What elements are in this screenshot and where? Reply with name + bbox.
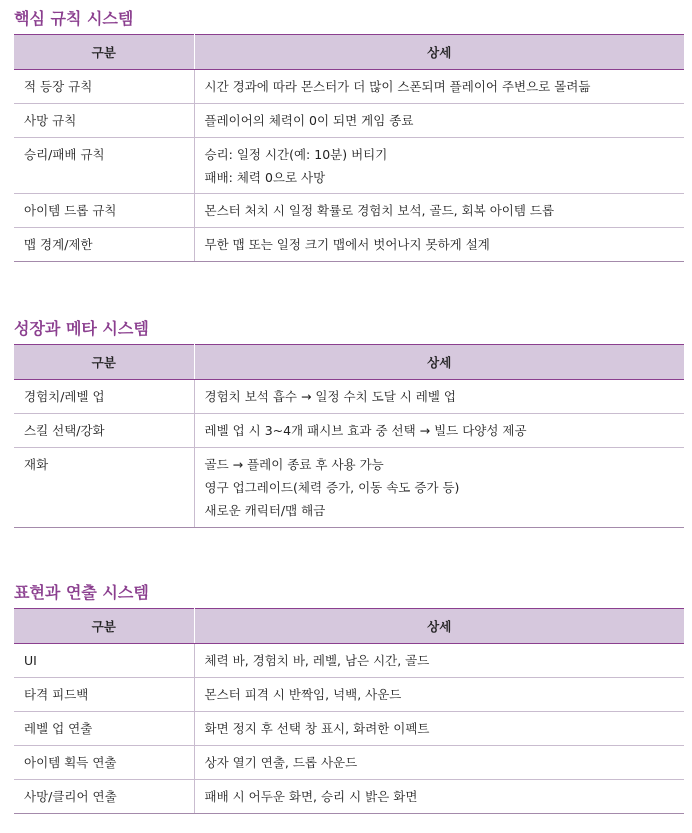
row-category: 경험치/레벨 업 — [14, 380, 194, 414]
growth-meta-table — [14, 344, 684, 528]
row-category: UI — [14, 644, 194, 678]
row-detail — [194, 712, 684, 746]
row-detail — [194, 104, 684, 138]
row-category: 적 등장 규칙 — [14, 70, 194, 104]
detail-line: 플레이어의 체력이 0이 되면 게임 종료 — [204, 113, 414, 128]
row-detail — [194, 780, 684, 814]
table-header-row — [14, 35, 684, 70]
table-row — [14, 780, 684, 814]
row-category: 사망 규칙 — [14, 104, 194, 138]
row-category: 아이템 드롭 규칙 — [14, 194, 194, 228]
table-row — [14, 644, 684, 678]
row-category: 타격 피드백 — [14, 678, 194, 712]
table-row — [14, 414, 684, 448]
row-category: 맵 경계/제한 — [14, 228, 194, 262]
row-detail — [194, 644, 684, 678]
section-title: 표현과 연출 시스템 — [14, 583, 149, 602]
row-detail — [194, 746, 684, 780]
row-detail — [194, 70, 684, 104]
row-detail — [194, 448, 684, 528]
table-row — [14, 228, 684, 262]
detail-line: 상자 열기 연출, 드롭 사운드 — [204, 755, 358, 770]
table-row — [14, 448, 684, 528]
section-title: 핵심 규칙 시스템 — [14, 9, 134, 28]
detail-line: 골드 → 플레이 종료 후 사용 가능 — [204, 457, 384, 472]
header-detail: 상세 — [194, 609, 684, 644]
table-header-row — [14, 609, 684, 644]
section-core-rules — [14, 6, 684, 262]
header-category: 구분 — [14, 35, 194, 70]
row-detail — [194, 380, 684, 414]
row-category: 사망/클리어 연출 — [14, 780, 194, 814]
row-category: 스킬 선택/강화 — [14, 414, 194, 448]
row-detail — [194, 414, 684, 448]
table-row — [14, 70, 684, 104]
detail-line: 새로운 캐릭터/맵 해금 — [204, 503, 326, 518]
table-row — [14, 380, 684, 414]
table-row — [14, 712, 684, 746]
detail-line: 영구 업그레이드(체력 증가, 이동 속도 증가 등) — [204, 480, 460, 495]
table-row — [14, 194, 684, 228]
table-row — [14, 678, 684, 712]
table-header-row — [14, 345, 684, 380]
core-rules-table — [14, 34, 684, 262]
header-category: 구분 — [14, 345, 194, 380]
detail-line: 시간 경과에 따라 몬스터가 더 많이 스폰되며 플레이어 주변으로 몰려듦 — [204, 79, 591, 94]
row-category: 승리/패배 규칙 — [14, 138, 194, 194]
row-category: 레벨 업 연출 — [14, 712, 194, 746]
detail-line: 경험치 보석 흡수 → 일정 수치 도달 시 레벨 업 — [204, 389, 457, 404]
section-growth-meta — [14, 316, 684, 528]
detail-line: 몬스터 처치 시 일정 확률로 경험치 보석, 골드, 회복 아이템 드롭 — [204, 203, 555, 218]
header-detail: 상세 — [194, 345, 684, 380]
header-detail: 상세 — [194, 35, 684, 70]
header-category: 구분 — [14, 609, 194, 644]
presentation-table — [14, 608, 684, 814]
detail-line: 레벨 업 시 3~4개 패시브 효과 중 선택 → 빌드 다양성 제공 — [204, 423, 527, 438]
table-row — [14, 746, 684, 780]
row-detail — [194, 194, 684, 228]
row-detail — [194, 228, 684, 262]
detail-line: 체력 바, 경험치 바, 레벨, 남은 시간, 골드 — [204, 653, 430, 668]
row-detail — [194, 678, 684, 712]
detail-line: 무한 맵 또는 일정 크기 맵에서 벗어나지 못하게 설계 — [204, 237, 490, 252]
table-row — [14, 138, 684, 194]
detail-line: 패배: 체력 0으로 사망 — [204, 170, 326, 185]
row-detail — [194, 138, 684, 194]
section-presentation — [14, 580, 684, 814]
detail-line: 화면 정지 후 선택 창 표시, 화려한 이펙트 — [204, 721, 430, 736]
detail-line: 패배 시 어두운 화면, 승리 시 밝은 화면 — [204, 789, 418, 804]
section-title: 성장과 메타 시스템 — [14, 319, 149, 338]
row-category: 재화 — [14, 448, 194, 528]
row-category: 아이템 획득 연출 — [14, 746, 194, 780]
table-row — [14, 104, 684, 138]
detail-line: 몬스터 피격 시 반짝임, 넉백, 사운드 — [204, 687, 402, 702]
detail-line: 승리: 일정 시간(예: 10분) 버티기 — [204, 147, 388, 162]
